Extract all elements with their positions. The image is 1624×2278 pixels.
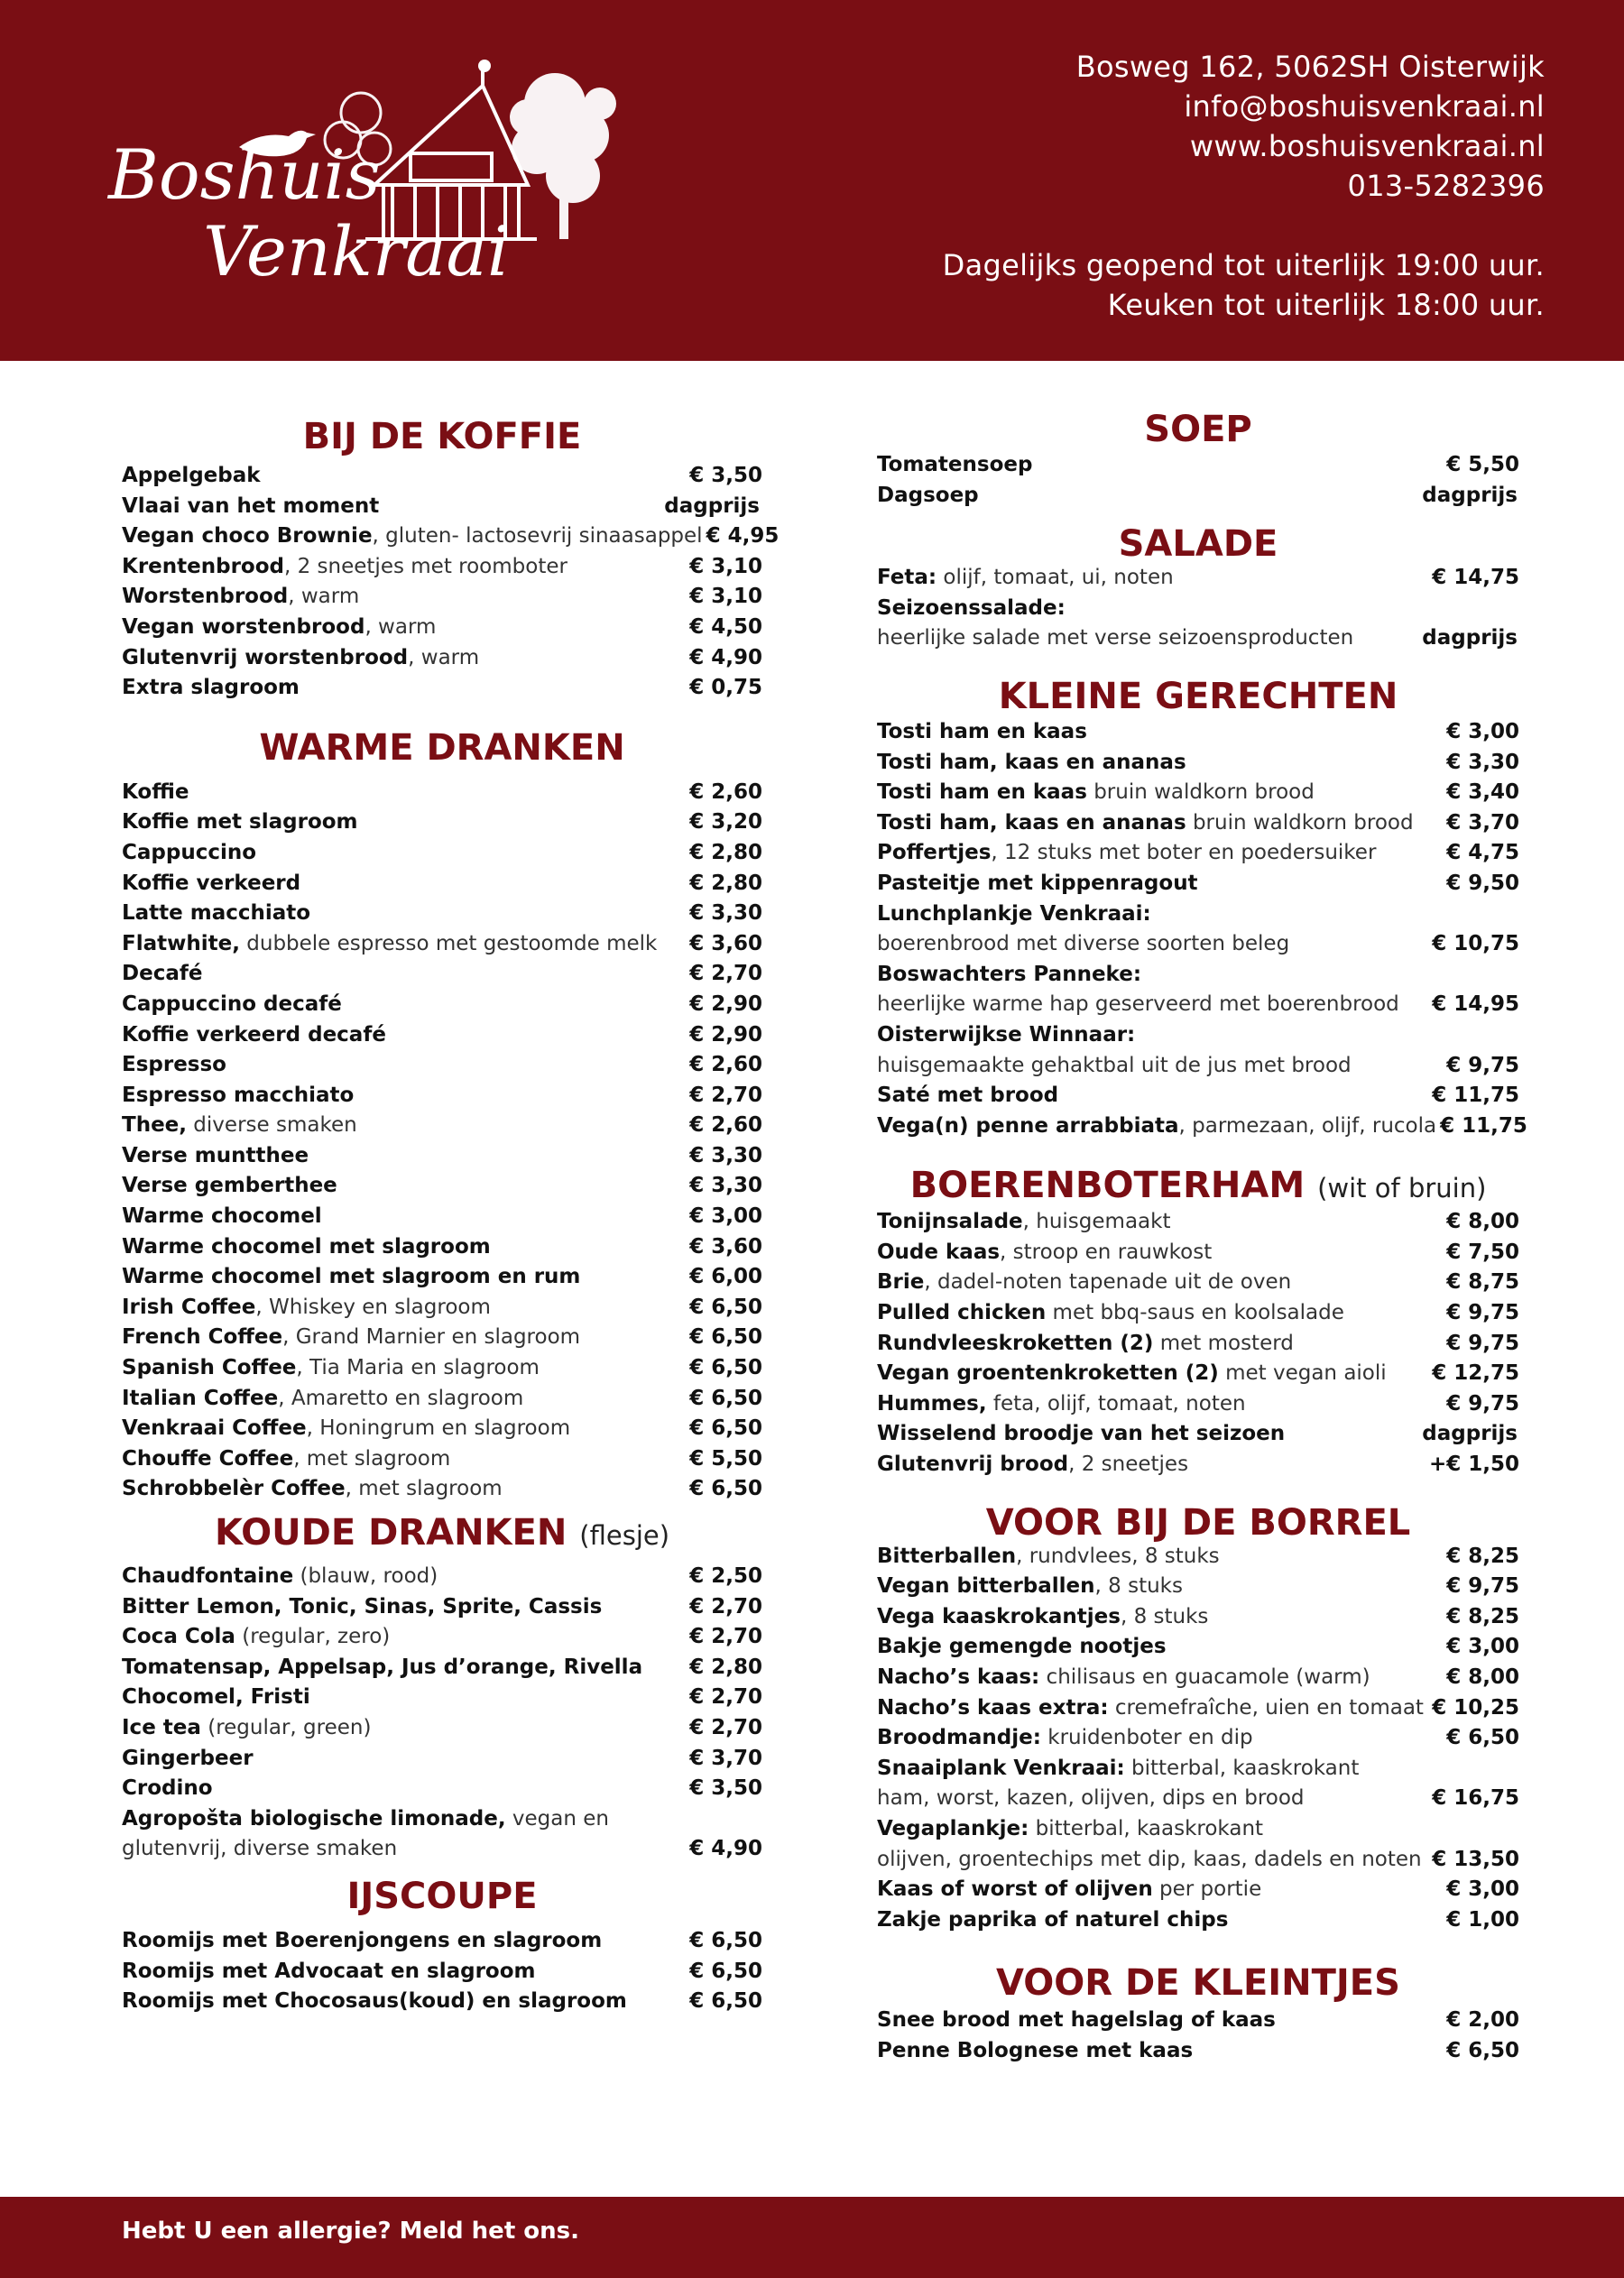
item-price: € 3,30 bbox=[689, 1143, 762, 1167]
item-name: Espresso macchiato bbox=[122, 1083, 355, 1107]
item-name: Vega(n) penne arrabbiata, parmezaan, olijf, rucola bbox=[877, 1113, 1437, 1138]
item-price: € 8,00 bbox=[1446, 1210, 1519, 1234]
item-price: € 6,50 bbox=[689, 1386, 762, 1410]
item-price: € 6,50 bbox=[689, 1416, 762, 1441]
item-name: Crodino bbox=[122, 1776, 213, 1801]
item-name: Krentenbrood, 2 sneetjes met roomboter bbox=[122, 554, 567, 578]
contact-info bbox=[943, 47, 1545, 325]
item-name: Roomijs met Chocosaus(koud) en slagroom bbox=[122, 1989, 627, 2014]
item-price: € 6,00 bbox=[689, 1265, 762, 1289]
item-name: French Coffee, Grand Marnier en slagroom bbox=[122, 1325, 581, 1350]
section-title-kleintjes: VOOR DE KLEINTJES bbox=[996, 1962, 1400, 2005]
item-name: Roomijs met Boerenjongens en slagroom bbox=[122, 1928, 603, 1952]
item-name: Flatwhite, dubbele espresso met gestoomde melk bbox=[122, 931, 658, 955]
item-price: € 4,95 bbox=[706, 524, 780, 549]
item-name: Warme chocomel met slagroom en rum bbox=[122, 1265, 581, 1289]
menu-item bbox=[122, 1713, 762, 1744]
item-price: € 3,00 bbox=[689, 1204, 762, 1229]
menu-item: ham, worst, kazen, olijven, dips en brood € 16,75 bbox=[877, 1786, 1519, 1811]
menu-item bbox=[122, 1171, 762, 1202]
item-name: Appelgebak bbox=[122, 464, 261, 487]
item-price: dagprijs bbox=[1422, 1422, 1518, 1446]
menu-item bbox=[877, 1632, 1519, 1663]
footer-banner bbox=[0, 2197, 1624, 2278]
item-price: € 3,40 bbox=[1446, 780, 1519, 805]
menu-item: boerenbrood met diverse soorten beleg € 10,75 bbox=[877, 932, 1519, 956]
menu-item bbox=[122, 778, 762, 808]
item-price: € 3,30 bbox=[689, 901, 762, 926]
item-price: € 2,70 bbox=[689, 962, 762, 986]
menu-item bbox=[122, 1562, 762, 1592]
item-name: Vegan choco Brownie, gluten- lactosevrij sinaasappel bbox=[122, 524, 703, 549]
item-name: Bitter Lemon, Tonic, Sinas, Sprite, Cassis bbox=[122, 1594, 603, 1619]
item-price: € 6,50 bbox=[1446, 1726, 1519, 1750]
item-price: € 6,50 bbox=[689, 1295, 762, 1319]
item-price: € 6,50 bbox=[689, 1477, 762, 1501]
item-name: Schrobbelèr Coffee, met slagroom bbox=[122, 1477, 503, 1501]
item-name: Vlaai van het moment bbox=[122, 493, 380, 518]
item-price: € 2,70 bbox=[689, 1685, 762, 1710]
menu-item bbox=[122, 1353, 762, 1384]
logo-text-1: Boshuis bbox=[108, 134, 381, 215]
koffie-list bbox=[122, 461, 780, 704]
section-title-ijscoupe: IJSCOUPE bbox=[346, 1875, 538, 1917]
item-name: Kaas of worst of olijven per portie bbox=[877, 1877, 1262, 1902]
item-name: Extra slagroom bbox=[122, 676, 300, 700]
section-title-boerenboterham: BOERENBOTERHAM (wit of bruin) bbox=[909, 1165, 1487, 1207]
menu-item bbox=[122, 959, 762, 990]
menu-item bbox=[122, 673, 762, 704]
menu-item bbox=[122, 1957, 762, 1987]
item-price: € 4,90 bbox=[689, 645, 762, 669]
item-price: € 8,00 bbox=[1446, 1665, 1519, 1689]
item-price: dagprijs bbox=[664, 493, 760, 518]
menu-item bbox=[877, 1663, 1519, 1693]
item-name: Hummes, feta, olijf, tomaat, noten bbox=[877, 1391, 1246, 1416]
opening-hours: Dagelijks geopend tot uiterlijk 19:00 uur. bbox=[942, 248, 1545, 282]
item-price: € 11,75 bbox=[1440, 1113, 1527, 1138]
menu-item: Vegaplankje: bitterbal, kaaskrokant bbox=[877, 1816, 1264, 1840]
menu-item bbox=[122, 1323, 762, 1353]
item-price: € 8,25 bbox=[1446, 1544, 1519, 1568]
menu-item bbox=[877, 1298, 1519, 1329]
item-price: € 3,10 bbox=[689, 554, 762, 578]
item-name: Wisselend broodje van het seizoen bbox=[877, 1422, 1286, 1446]
item-price: € 3,10 bbox=[689, 585, 762, 609]
item-name: Vegan worstenbrood, warm bbox=[122, 614, 437, 639]
item-name: Vegan bitterballen, 8 stuks bbox=[877, 1574, 1183, 1599]
item-price: € 2,80 bbox=[689, 1655, 762, 1679]
menu-item bbox=[122, 899, 762, 929]
warme-dranken-list bbox=[122, 778, 762, 1505]
item-name: Thee, diverse smaken bbox=[122, 1113, 357, 1138]
item-name: Chaudfontaine (blauw, rood) bbox=[122, 1564, 438, 1588]
item-name: Snee brood met hagelslag of kaas bbox=[877, 2008, 1276, 2033]
menu-item bbox=[122, 461, 762, 492]
price: € 4,90 bbox=[689, 1837, 762, 1861]
item-price: € 2,70 bbox=[689, 1594, 762, 1619]
item-price: € 6,50 bbox=[689, 1325, 762, 1350]
item-price: € 3,60 bbox=[689, 1234, 762, 1259]
menu-item bbox=[122, 552, 762, 583]
menu-item bbox=[122, 1293, 762, 1323]
item-name: Broodmandje: kruidenboter en dip bbox=[877, 1726, 1253, 1750]
item-price: € 3,20 bbox=[689, 810, 762, 835]
item-name: Pasteitje met kippenragout bbox=[877, 871, 1198, 895]
menu-item bbox=[122, 1926, 762, 1957]
item-name: Verse muntthee bbox=[122, 1143, 309, 1167]
item-name: Brie, dadel-noten tapenade uit de oven bbox=[877, 1270, 1292, 1295]
item-name: Tosti ham en kaas bbox=[877, 719, 1087, 743]
item-price: € 6,50 bbox=[1446, 2038, 1519, 2062]
menu-item bbox=[122, 1774, 762, 1804]
menu-item bbox=[122, 1111, 762, 1141]
menu-item bbox=[877, 1693, 1519, 1724]
kleintjes-list bbox=[877, 2006, 1519, 2066]
logo-text-2: Venkraai bbox=[203, 211, 510, 291]
menu-item bbox=[122, 492, 762, 522]
item-price: € 6,50 bbox=[689, 1356, 762, 1380]
item-name: Spanish Coffee, Tia Maria en slagroom bbox=[122, 1356, 540, 1380]
item-price: € 3,00 bbox=[1446, 719, 1519, 743]
menu-item bbox=[877, 1111, 1527, 1142]
item-price: € 5,50 bbox=[1446, 453, 1519, 476]
borrel-list-2 bbox=[877, 1875, 1519, 1935]
kleine-gerechten-list bbox=[877, 717, 1519, 899]
item-name: Nacho’s kaas: chilisaus en guacamole (warm) bbox=[877, 1665, 1370, 1689]
item-price: € 4,50 bbox=[689, 614, 762, 639]
item-price: € 3,00 bbox=[1446, 1635, 1519, 1659]
menu-item bbox=[877, 481, 1519, 512]
item-name: Glutenvrij worstenbrood, warm bbox=[122, 645, 480, 669]
item-price: € 3,70 bbox=[1446, 810, 1519, 835]
menu-item bbox=[877, 1238, 1519, 1268]
item-name: Coca Cola (regular, zero) bbox=[122, 1625, 391, 1649]
menu-item: Snaaiplank Venkraai: bitterbal, kaaskrokant bbox=[877, 1756, 1360, 1780]
menu-item: Agropošta biologische limonade, vegan en bbox=[122, 1806, 609, 1831]
item-name: Decafé bbox=[122, 962, 203, 986]
menu-item: Lunchplankje Venkraai: bbox=[877, 901, 1151, 926]
menu-item bbox=[877, 2006, 1519, 2036]
item-price: € 2,70 bbox=[689, 1625, 762, 1649]
menu-item bbox=[122, 582, 762, 613]
item-name: Glutenvrij brood, 2 sneetjes bbox=[877, 1453, 1189, 1477]
menu-item bbox=[122, 929, 762, 960]
item-name: Warme chocomel bbox=[122, 1204, 322, 1229]
item-name: Koffie verkeerd bbox=[122, 871, 301, 895]
left-column bbox=[122, 410, 780, 2017]
item-name: Saté met brood bbox=[877, 1084, 1059, 1108]
menu-item: huisgemaakte gehaktbal uit de jus met brood € 9,75 bbox=[877, 1053, 1519, 1077]
menu-item bbox=[877, 1081, 1519, 1111]
item-name: Gingerbeer bbox=[122, 1746, 254, 1770]
website-link[interactable]: www.boshuisvenkraai.nl bbox=[1189, 129, 1545, 163]
item-price: € 2,60 bbox=[689, 1053, 762, 1077]
menu-item: heerlijke salade met verse seizoensproducten dagprijs bbox=[877, 626, 1518, 650]
item-name: Tosti ham, kaas en ananas bruin waldkorn brood bbox=[877, 810, 1414, 835]
item-price: € 11,75 bbox=[1432, 1084, 1519, 1108]
menu-item bbox=[877, 1268, 1519, 1298]
item-name: Zakje paprika of naturel chips bbox=[877, 1907, 1229, 1932]
menu-item bbox=[122, 807, 762, 838]
menu-item bbox=[877, 1389, 1519, 1420]
item-price: € 6,50 bbox=[689, 1959, 762, 1983]
item-price: € 0,75 bbox=[689, 676, 762, 700]
menu-item bbox=[122, 1474, 762, 1505]
soep-list bbox=[877, 450, 1519, 511]
item-name: Bitterballen, rundvlees, 8 stuks bbox=[877, 1544, 1220, 1568]
phone: 013-5282396 bbox=[1347, 169, 1545, 203]
item-price: € 8,75 bbox=[1446, 1270, 1519, 1295]
item-name: Latte macchiato bbox=[122, 901, 311, 926]
menu-item bbox=[877, 1542, 1519, 1572]
item-price: € 2,80 bbox=[689, 840, 762, 864]
item-name: Italian Coffee, Amaretto en slagroom bbox=[122, 1386, 524, 1410]
section-title-borrel: VOOR BIJ DE BORREL bbox=[985, 1501, 1411, 1544]
menu-item bbox=[122, 613, 762, 643]
menu-item bbox=[122, 643, 762, 674]
menu-item: Feta: olijf, tomaat, ui, noten € 14,75 bbox=[877, 566, 1519, 590]
logo bbox=[104, 50, 636, 320]
item-price: € 2,80 bbox=[689, 871, 762, 895]
menu-item bbox=[122, 1050, 762, 1081]
item-price: dagprijs bbox=[1422, 483, 1518, 507]
item-price: € 3,60 bbox=[689, 931, 762, 955]
menu-item bbox=[877, 1572, 1519, 1602]
item-name: Irish Coffee, Whiskey en slagroom bbox=[122, 1295, 491, 1319]
item-name: Tosti ham en kaas bruin waldkorn brood bbox=[877, 780, 1315, 805]
email-link[interactable]: info@boshuisvenkraai.nl bbox=[1184, 89, 1545, 124]
item-price: € 3,50 bbox=[689, 464, 762, 487]
menu-item bbox=[122, 1987, 762, 2017]
menu-item bbox=[877, 869, 1519, 899]
header-banner bbox=[0, 0, 1624, 361]
menu-item bbox=[122, 1232, 762, 1263]
item-name: Worstenbrood, warm bbox=[122, 585, 360, 609]
item-price: € 2,70 bbox=[689, 1715, 762, 1739]
menu-item bbox=[122, 1653, 762, 1683]
item-price: € 2,90 bbox=[689, 1022, 762, 1047]
section-title-salade: SALADE bbox=[1118, 523, 1278, 566]
item-name: Bakje gemengde nootjes bbox=[877, 1635, 1167, 1659]
menu-item bbox=[122, 1744, 762, 1775]
menu-item bbox=[877, 748, 1519, 779]
item-name: Warme chocomel met slagroom bbox=[122, 1234, 491, 1259]
borrel-list bbox=[877, 1542, 1519, 1754]
menu-item bbox=[122, 869, 762, 899]
item-price: € 3,00 bbox=[1446, 1877, 1519, 1902]
menu-item bbox=[122, 838, 762, 869]
menu-item bbox=[877, 717, 1519, 748]
item-name: Rundvleeskroketten (2) met mosterd bbox=[877, 1331, 1294, 1355]
item-name: Cappuccino decafé bbox=[122, 991, 342, 1016]
item-price: € 2,00 bbox=[1446, 2008, 1519, 2033]
address: Bosweg 162, 5062SH Oisterwijk bbox=[1075, 50, 1545, 84]
menu-item bbox=[877, 808, 1519, 839]
item-price: € 2,60 bbox=[689, 1113, 762, 1138]
menu-item bbox=[877, 450, 1519, 481]
item-price: € 3,70 bbox=[689, 1746, 762, 1770]
kleine-gerechten-list-2 bbox=[877, 1081, 1527, 1141]
item-name: Venkraai Coffee, Honingrum en slagroom bbox=[122, 1416, 571, 1441]
item-price: € 12,75 bbox=[1432, 1361, 1519, 1386]
menu-item: Oisterwijkse Winnaar: bbox=[877, 1022, 1136, 1047]
item-name: Nacho’s kaas extra: cremefraîche, uien en tomaat bbox=[877, 1695, 1424, 1720]
allergy-notice: Hebt U een allergie? Meld het ons. bbox=[122, 2218, 580, 2245]
koude-dranken-list bbox=[122, 1562, 762, 1804]
right-column bbox=[877, 409, 1527, 2067]
menu-item bbox=[122, 990, 762, 1020]
item-name: Oude kaas, stroop en rauwkost bbox=[877, 1240, 1213, 1264]
menu-item: glutenvrij, diverse smaken € 4,90 bbox=[122, 1834, 762, 1865]
ijscoupe-list bbox=[122, 1926, 762, 2017]
item-name: Tonijnsalade, huisgemaakt bbox=[877, 1210, 1171, 1234]
menu-item bbox=[122, 521, 780, 552]
item-price: +€ 1,50 bbox=[1428, 1453, 1519, 1477]
kitchen-hours: Keuken tot uiterlijk 18:00 uur. bbox=[1107, 288, 1545, 322]
item-price: € 2,50 bbox=[689, 1564, 762, 1588]
item-name: Koffie verkeerd decafé bbox=[122, 1022, 386, 1047]
menu-item bbox=[877, 1450, 1519, 1480]
item-name: Pulled chicken met bbq-saus en koolsalade bbox=[877, 1301, 1344, 1325]
menu-item bbox=[877, 1602, 1519, 1633]
menu-item bbox=[877, 1419, 1519, 1450]
item-name: Chocomel, Fristi bbox=[122, 1685, 310, 1710]
item-name: Koffie bbox=[122, 779, 189, 804]
menu-item bbox=[877, 778, 1519, 808]
item-price: € 10,25 bbox=[1432, 1695, 1519, 1720]
menu-item bbox=[877, 1905, 1519, 1936]
menu-item: olijven, groentechips met dip, kaas, dadels en noten € 13,50 bbox=[877, 1847, 1519, 1871]
item-price: € 7,50 bbox=[1446, 1240, 1519, 1264]
item-price: € 9,75 bbox=[1446, 1331, 1519, 1355]
item-price: € 9,75 bbox=[1446, 1574, 1519, 1599]
menu-item bbox=[122, 1262, 762, 1293]
section-title-kleine-gerechten: KLEINE GERECHTEN bbox=[998, 675, 1398, 717]
menu-item bbox=[122, 1141, 762, 1172]
item-name: Vegan groentenkroketten (2) met vegan aioli bbox=[877, 1361, 1387, 1386]
item-price: € 3,30 bbox=[1446, 750, 1519, 774]
menu-item: heerlijke warme hap geserveerd met boerenbrood € 14,95 bbox=[877, 992, 1519, 1017]
item-name: Poffertjes, 12 stuks met boter en poedersuiker bbox=[877, 841, 1377, 865]
section-title-koffie: BIJ DE KOFFIE bbox=[302, 416, 582, 457]
item-name: Penne Bolognese met kaas bbox=[877, 2038, 1194, 2062]
item-price: € 2,70 bbox=[689, 1083, 762, 1107]
menu-item bbox=[877, 2036, 1519, 2067]
item-price: € 3,30 bbox=[689, 1174, 762, 1198]
item-price: € 6,50 bbox=[689, 1989, 762, 2014]
section-title-koude-dranken: KOUDE DRANKEN (flesje) bbox=[214, 1512, 670, 1554]
menu-item bbox=[122, 1384, 762, 1415]
item-price: € 8,25 bbox=[1446, 1604, 1519, 1628]
menu-item bbox=[122, 1444, 762, 1475]
item-price: € 9,50 bbox=[1446, 871, 1519, 895]
boerenboterham-list bbox=[877, 1207, 1519, 1480]
item-price: € 1,00 bbox=[1446, 1907, 1519, 1932]
menu-item bbox=[122, 1020, 762, 1051]
item-price: € 3,50 bbox=[689, 1776, 762, 1801]
item-price: € 5,50 bbox=[689, 1446, 762, 1471]
item-price: € 4,75 bbox=[1446, 841, 1519, 865]
menu-item bbox=[122, 1081, 762, 1111]
item-name: Espresso bbox=[122, 1053, 226, 1077]
menu-item: Boswachters Panneke: bbox=[877, 962, 1142, 986]
item-name: Roomijs met Advocaat en slagroom bbox=[122, 1959, 536, 1983]
item-name: Tomatensoep bbox=[877, 453, 1033, 476]
item-price: € 2,90 bbox=[689, 991, 762, 1016]
menu-item bbox=[877, 838, 1519, 869]
menu-item bbox=[122, 1592, 762, 1623]
item-price: € 2,60 bbox=[689, 779, 762, 804]
item-name: Koffie met slagroom bbox=[122, 810, 358, 835]
section-title-warme-dranken: WARME DRANKEN bbox=[259, 726, 625, 769]
menu-item bbox=[877, 1329, 1519, 1360]
item-name: Vega kaaskrokantjes, 8 stuks bbox=[877, 1604, 1209, 1628]
menu-item: Seizoenssalade: bbox=[877, 595, 1066, 620]
item-name: Cappuccino bbox=[122, 840, 257, 864]
item-price: € 9,75 bbox=[1446, 1391, 1519, 1416]
menu-item bbox=[122, 1414, 762, 1444]
item-name: Verse gemberthee bbox=[122, 1174, 337, 1198]
menu-item bbox=[122, 1202, 762, 1232]
item-name: Tomatensap, Appelsap, Jus d’orange, Rivella bbox=[122, 1655, 643, 1679]
menu-item bbox=[877, 1723, 1519, 1754]
item-name: Ice tea (regular, green) bbox=[122, 1715, 372, 1739]
item-name: Dagsoep bbox=[877, 483, 979, 507]
menu-item bbox=[122, 1622, 762, 1653]
menu-item bbox=[122, 1683, 762, 1713]
section-title-soep: SOEP bbox=[1144, 409, 1252, 450]
item-name: Tosti ham, kaas en ananas bbox=[877, 750, 1186, 774]
menu-item bbox=[877, 1875, 1519, 1905]
item-price: € 6,50 bbox=[689, 1928, 762, 1952]
item-price: € 9,75 bbox=[1446, 1301, 1519, 1325]
menu-item bbox=[877, 1359, 1519, 1389]
item-name: Chouffe Coffee, met slagroom bbox=[122, 1446, 451, 1471]
